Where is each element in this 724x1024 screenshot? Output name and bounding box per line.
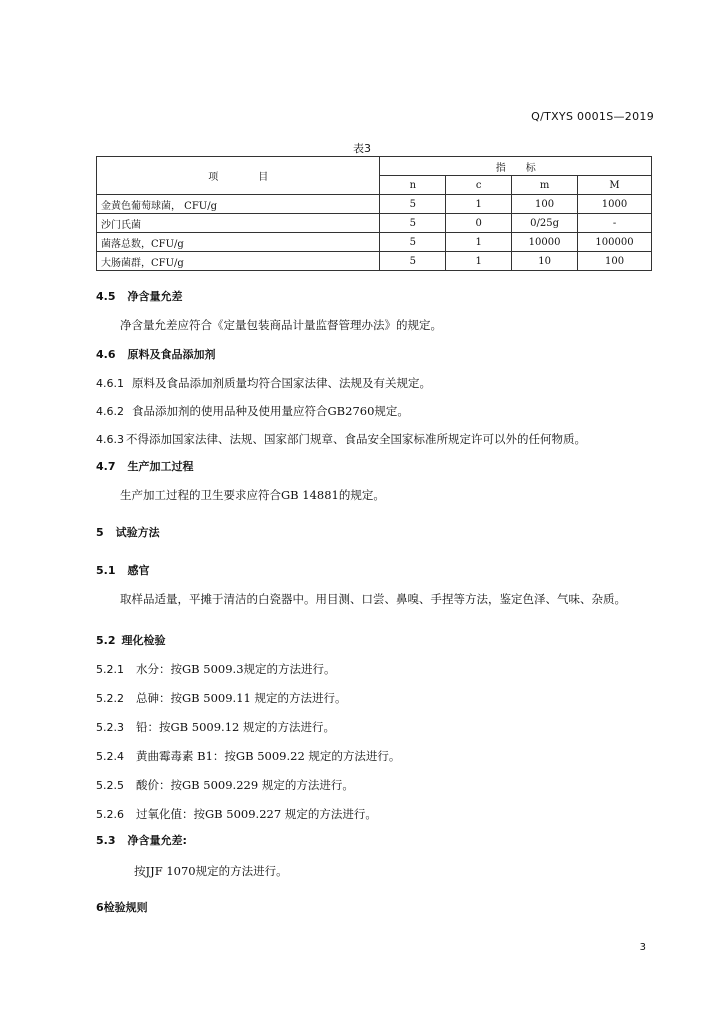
row-c: 1 [446, 233, 512, 252]
heading-4-5 [96, 288, 654, 306]
subheader-c: c [446, 176, 512, 195]
section-title: 生产加工过程 [127, 460, 194, 473]
header-index: 指 标 [380, 157, 652, 176]
table-row [97, 214, 652, 233]
clause-text: 过氧化值：按GB 5009.227 规定的方法进行。 [136, 807, 377, 821]
clause-text: 不得添加国家法律、法规、国家部门规章、食品安全国家标准所规定许可以外的任何物质。 [126, 432, 586, 446]
row-n: 5 [380, 214, 446, 233]
row-name: 菌落总数，CFU/g [97, 233, 380, 252]
paragraph-5-1: 取样品适量，平摊于清洁的白瓷器中。用目测、口尝、鼻嗅、手捏等方法，鉴定色泽、气味、杂质。 [120, 592, 626, 606]
section-number: 5.2 [96, 634, 116, 647]
heading-4-7 [96, 458, 654, 476]
row-m: 10000 [512, 233, 578, 252]
clause-5-2-1 [96, 660, 654, 679]
table-row [97, 233, 652, 252]
clause-5-2-6 [96, 805, 654, 824]
clause-text: 水分：按GB 5009.3规定的方法进行。 [136, 662, 336, 676]
subheader-M: M [578, 176, 652, 195]
clause-number: 4.6.1 [96, 377, 124, 390]
section-title: 试验方法 [115, 526, 160, 539]
section-number: 5 [96, 526, 104, 539]
header-item: 项 目 [97, 157, 380, 195]
clause-5-2-5 [96, 776, 654, 795]
clause-4-6-2 [96, 402, 654, 421]
clause-number: 5.2.3 [96, 721, 124, 734]
paragraph-4-5: 净含量允差应符合《定量包装商品计量监督管理办法》的规定。 [120, 318, 442, 332]
row-name: 沙门氏菌 [97, 214, 380, 233]
page-number: 3 [639, 942, 646, 953]
table-row [97, 252, 652, 271]
clause-number: 5.2.1 [96, 663, 124, 676]
subheader-m: m [512, 176, 578, 195]
heading-5-3 [96, 832, 654, 850]
row-n: 5 [380, 233, 446, 252]
section-title: 感官 [127, 564, 150, 577]
section-number: 4.6 [96, 348, 116, 361]
section-title: 净含量允差: [127, 834, 187, 847]
clause-4-6-1 [96, 374, 654, 393]
clause-text: 酸价：按GB 5009.229 规定的方法进行。 [136, 778, 354, 792]
clause-number: 5.2.5 [96, 779, 124, 792]
clause-text: 原料及食品添加剂质量均符合国家法律、法规及有关规定。 [132, 376, 431, 390]
table-caption: 表3 [353, 142, 371, 155]
row-name: 金黄色葡萄球菌， CFU/g [97, 195, 380, 214]
clause-text: 食品添加剂的使用品种及使用量应符合GB2760规定。 [132, 404, 409, 418]
clause-number: 5.2.2 [96, 692, 124, 705]
clause-4-6-3 [96, 430, 654, 449]
section-number: 4.7 [96, 460, 116, 473]
section-title: 原料及食品添加剂 [127, 348, 216, 361]
row-m: 10 [512, 252, 578, 271]
clause-5-2-3 [96, 718, 654, 737]
paragraph-4-7: 生产加工过程的卫生要求应符合GB 14881的规定。 [120, 488, 385, 502]
heading-5 [96, 524, 654, 542]
subheader-n: n [380, 176, 446, 195]
section-title: 净含量允差 [127, 290, 183, 303]
microbiology-table [96, 156, 652, 271]
clause-number: 4.6.2 [96, 405, 124, 418]
row-M: 100 [578, 252, 652, 271]
clause-number: 5.2.6 [96, 808, 124, 821]
section-number: 5.3 [96, 834, 116, 847]
clause-number: 4.6.3 [96, 433, 124, 446]
document-code: Q/TXYS 0001S—2019 [531, 110, 654, 123]
clause-text: 铅：按GB 5009.12 规定的方法进行。 [136, 720, 336, 734]
section-number: 4.5 [96, 290, 116, 303]
heading-5-2 [96, 632, 654, 650]
clause-5-2-4 [96, 747, 654, 766]
row-M: 100000 [578, 233, 652, 252]
table-row [97, 195, 652, 214]
row-n: 5 [380, 252, 446, 271]
clause-number: 5.2.4 [96, 750, 124, 763]
row-m: 0/25g [512, 214, 578, 233]
row-n: 5 [380, 195, 446, 214]
row-c: 0 [446, 214, 512, 233]
heading-5-1 [96, 562, 654, 580]
section-title: 理化检验 [121, 634, 166, 647]
heading-4-6 [96, 346, 654, 364]
row-M: - [578, 214, 652, 233]
table-header-row [97, 157, 652, 176]
section-number: 5.1 [96, 564, 116, 577]
paragraph-5-3: 按JJF 1070规定的方法进行。 [134, 864, 288, 878]
row-M: 1000 [578, 195, 652, 214]
row-c: 1 [446, 195, 512, 214]
row-c: 1 [446, 252, 512, 271]
clause-text: 总砷：按GB 5009.11 规定的方法进行。 [136, 691, 347, 705]
heading-6: 6检验规则 [96, 901, 148, 914]
clause-5-2-2 [96, 689, 654, 708]
clause-text: 黄曲霉毒素 B1：按GB 5009.22 规定的方法进行。 [136, 749, 401, 763]
row-name: 大肠菌群，CFU/g [97, 252, 380, 271]
row-m: 100 [512, 195, 578, 214]
